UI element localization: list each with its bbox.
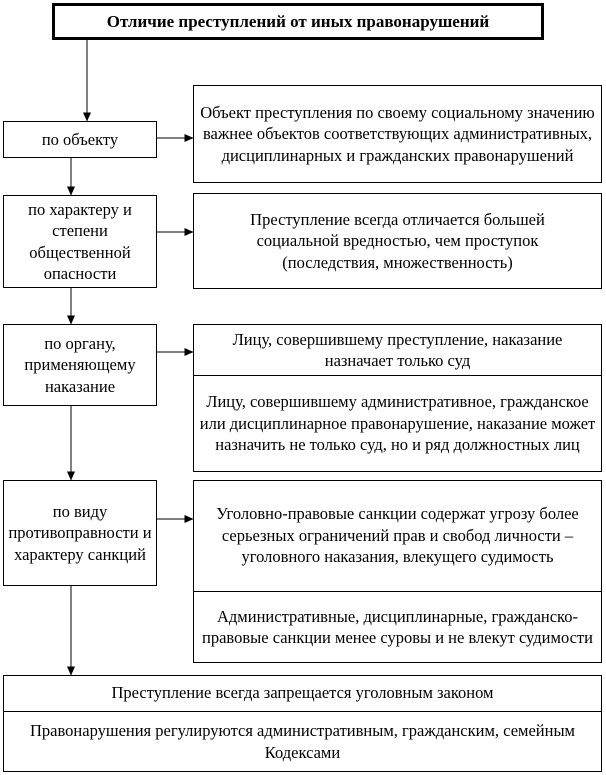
description-danger: Преступление всегда отличается большей социальной вредностью, чем проступок (последствия, множественность) — [193, 193, 602, 289]
description-organ-officials: Лицу, совершившему административное, гражданское или дисциплинарное правонарушение, наказание может назначить не только суд, но и ряд должностных лиц — [199, 392, 596, 455]
bottom-other-codes: Правонарушения регулируются административным, гражданским, семейным Кодексами — [30, 721, 575, 762]
diagram-title — [52, 3, 544, 40]
description-object: Объект преступления по своему социальному значению важнее объектов соответствующих административных, дисциплинарных и гражданских правонарушений — [193, 85, 602, 183]
bottom-conclusion — [3, 675, 602, 772]
description-organ-group — [193, 324, 602, 472]
description-other-sanctions: Административные, дисциплинарные, гражданско-правовые санкции менее суровы и не влекут судимости — [202, 606, 593, 647]
description-sanctions-group — [193, 480, 602, 663]
bottom-criminal-law: Преступление всегда запрещается уголовным законом — [111, 683, 494, 703]
criterion-organ: по органу, применяющему наказание — [3, 324, 157, 406]
criterion-danger: по характеру и степени общественной опасности — [3, 195, 157, 288]
description-organ-court: Лицу, совершившему преступление, наказание назначает только суд — [232, 329, 563, 370]
description-criminal-sanctions: Уголовно-правовые санкции содержат угрозу более серьезных ограничений прав и свобод личности – уголовного наказания, влекущего судимость — [216, 504, 579, 567]
title-text: Отличие преступлений от иных правонарушений — [106, 11, 490, 31]
criterion-type: по виду противоправности и характеру санкций — [3, 480, 157, 586]
criterion-object: по объекту — [3, 121, 157, 158]
